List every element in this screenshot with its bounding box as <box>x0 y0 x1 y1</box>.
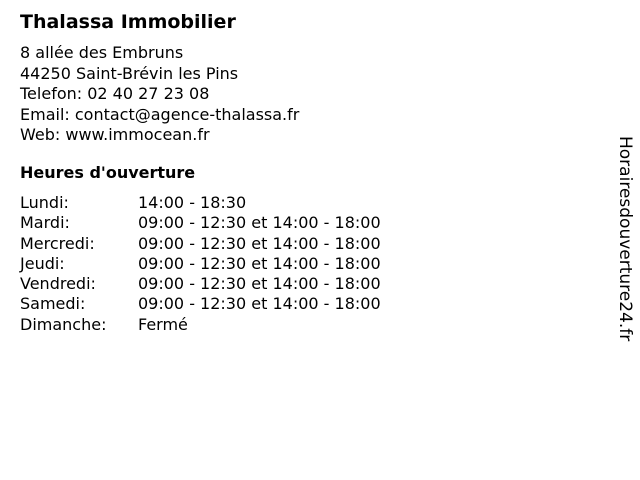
opening-hours-table <box>20 193 381 335</box>
email-line: Email: contact@agence-thalassa.fr <box>20 104 300 124</box>
day-hours: Fermé <box>138 314 188 334</box>
day-hours: 09:00 - 12:30 et 14:00 - 18:00 <box>138 294 381 314</box>
day-hours: 09:00 - 12:30 et 14:00 - 18:00 <box>138 213 381 233</box>
day-hours: 14:00 - 18:30 <box>138 193 247 212</box>
phone-line: Telefon: 02 40 27 23 08 <box>20 84 210 103</box>
day-label: Mercredi: <box>20 233 95 253</box>
contact-block <box>20 43 299 146</box>
day-label: Lundi: <box>20 193 69 212</box>
day-hours: 09:00 - 12:30 et 14:00 - 18:00 <box>138 253 381 273</box>
hours-row-tuesday <box>20 213 381 233</box>
day-label: Mardi: <box>20 213 70 233</box>
hours-row-saturday <box>20 294 381 314</box>
day-label: Dimanche: <box>20 314 107 334</box>
address-city: 44250 Saint-Brévin les Pins <box>20 63 239 83</box>
day-label: Samedi: <box>20 294 86 314</box>
watermark-container <box>614 136 636 372</box>
day-label: Jeudi: <box>20 253 65 273</box>
hours-row-thursday <box>20 254 381 274</box>
site-watermark: Horairesdouverture24.fr <box>615 136 635 342</box>
hours-row-monday <box>20 193 381 213</box>
hours-row-sunday <box>20 315 381 335</box>
day-label: Vendredi: <box>20 274 96 294</box>
address-street: 8 allée des Embruns <box>20 43 184 62</box>
business-name: Thalassa Immobilier <box>20 11 236 33</box>
day-hours: 09:00 - 12:30 et 14:00 - 18:00 <box>138 233 381 253</box>
hours-row-wednesday <box>20 234 381 254</box>
website-line: Web: www.immocean.fr <box>20 125 210 144</box>
opening-hours-heading: Heures d'ouverture <box>20 163 196 182</box>
hours-row-friday <box>20 274 381 294</box>
day-hours: 09:00 - 12:30 et 14:00 - 18:00 <box>138 274 381 294</box>
